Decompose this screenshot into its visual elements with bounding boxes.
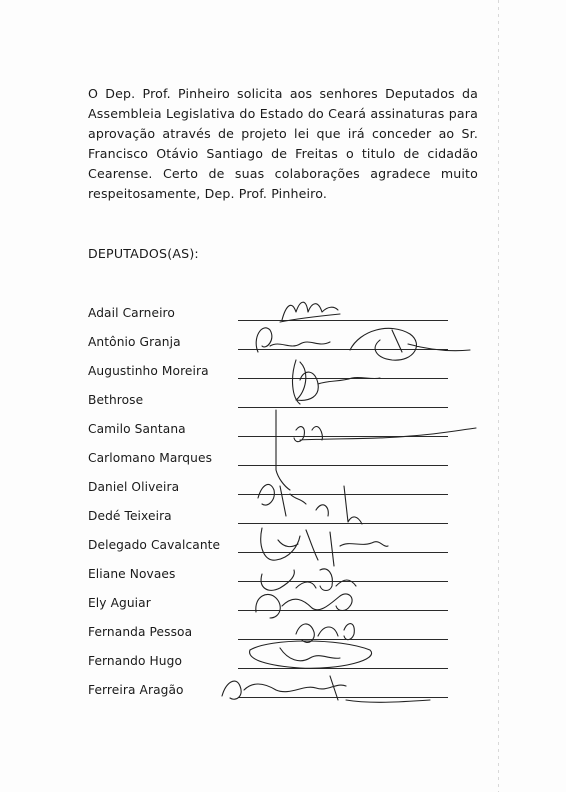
deputy-name: Ely Aguiar bbox=[88, 596, 151, 610]
signature-line bbox=[238, 552, 448, 553]
signature-line bbox=[238, 581, 448, 582]
signature-line bbox=[238, 668, 448, 669]
signature-row bbox=[88, 332, 460, 361]
deputy-name: Camilo Santana bbox=[88, 422, 186, 436]
signature-list bbox=[88, 303, 460, 709]
deputy-name: Augustinho Moreira bbox=[88, 364, 209, 378]
signature-row bbox=[88, 448, 460, 477]
deputy-name: Delegado Cavalcante bbox=[88, 538, 221, 552]
signature-row bbox=[88, 535, 460, 564]
signature-row bbox=[88, 506, 460, 535]
signature-line bbox=[238, 407, 448, 408]
request-paragraph: O Dep. Prof. Pinheiro solicita aos senhores Deputados da Assembleia Legislativa do Estado do Ceará assinaturas para aprovação através de projeto lei que irá conceder ao Sr. Francisco Otávio Santiago de Freitas o titulo de cidadão Cearense. Certo de suas colaborações agradece muito respeitosamente, Dep. Prof. Pinheiro. bbox=[88, 86, 478, 201]
signature-row bbox=[88, 390, 460, 419]
deputy-name: Dedé Teixeira bbox=[88, 509, 172, 523]
page-fold-line bbox=[498, 0, 499, 792]
signature-row bbox=[88, 593, 460, 622]
deputy-name: Adail Carneiro bbox=[88, 306, 175, 320]
signature-row bbox=[88, 651, 460, 680]
deputy-name: Ferreira Aragão bbox=[88, 683, 184, 697]
signature-row bbox=[88, 680, 460, 709]
deputy-name: Eliane Novaes bbox=[88, 567, 176, 581]
signature-line bbox=[238, 494, 448, 495]
signature-row bbox=[88, 477, 460, 506]
signature-row bbox=[88, 361, 460, 390]
signature-line bbox=[238, 320, 448, 321]
signature-row bbox=[88, 622, 460, 651]
deputy-name: Fernanda Pessoa bbox=[88, 625, 193, 639]
signature-row bbox=[88, 303, 460, 332]
signature-line bbox=[238, 436, 448, 437]
signature-line bbox=[238, 523, 448, 524]
deputy-name: Antônio Granja bbox=[88, 335, 181, 349]
signature-line bbox=[238, 697, 448, 698]
signature-line bbox=[238, 465, 448, 466]
deputy-name: Carlomano Marques bbox=[88, 451, 213, 465]
signature-line bbox=[238, 349, 448, 350]
deputy-name: Bethrose bbox=[88, 393, 144, 407]
signature-line bbox=[238, 378, 448, 379]
signature-row bbox=[88, 419, 460, 448]
deputy-name: Daniel Oliveira bbox=[88, 480, 180, 494]
deputies-heading: DEPUTADOS(AS): bbox=[88, 246, 199, 261]
deputy-name: Fernando Hugo bbox=[88, 654, 183, 668]
signature-line bbox=[238, 610, 448, 611]
signature-line bbox=[238, 639, 448, 640]
signature-row bbox=[88, 564, 460, 593]
